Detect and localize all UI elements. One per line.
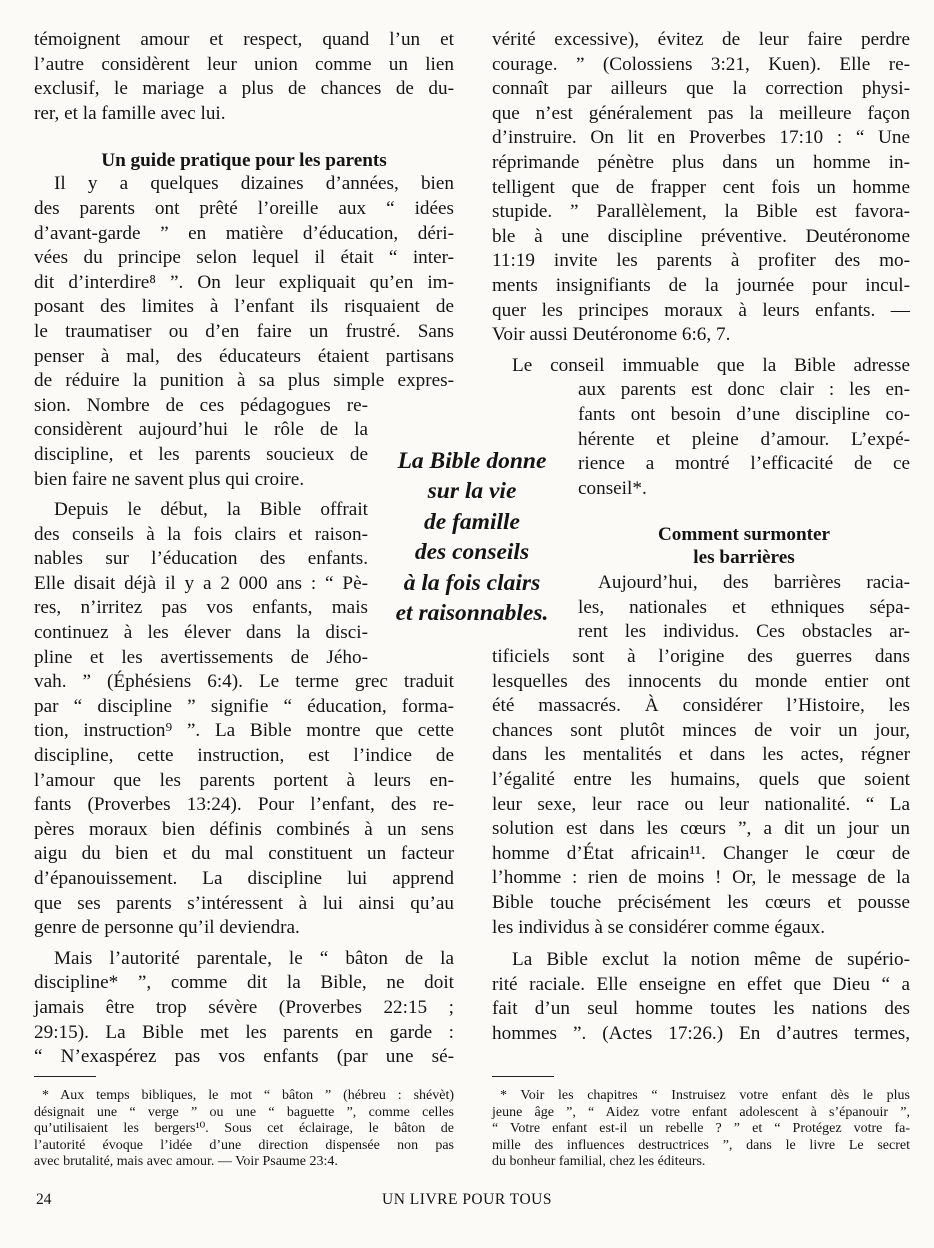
text-line: rité raciale. Elle enseigne en effet que Dieu “ a bbox=[492, 973, 910, 995]
text-line: témoignent amour et respect, quand l’un et bbox=[34, 29, 454, 50]
text-line: les, nationales et ethniques sépa- bbox=[578, 596, 910, 618]
text-line: discipline, cette instruction, est l’indice de bbox=[34, 745, 454, 767]
text-line: nables sur l’éducation des enfants. bbox=[34, 548, 368, 570]
text-line: bien faire ne savent plus qui croire. bbox=[34, 468, 305, 490]
text-line: l’égalité entre les humains, quels que soient bbox=[492, 769, 910, 791]
text-line: 11:19 invite les parents à profiter des mo- bbox=[492, 250, 910, 272]
text-line: telligent que de frapper cent fois un homme bbox=[492, 176, 910, 198]
text-line: que ses parents s’intéressent à lui ainsi qu’au bbox=[34, 892, 454, 914]
text-line: que n’est généralement pas la meilleure façon bbox=[492, 102, 910, 124]
text-line: 29:15). La Bible met les parents en garde : bbox=[34, 1021, 454, 1043]
text-line: hérente et pleine d’amour. L’expé- bbox=[578, 428, 910, 450]
text-line: conseil*. bbox=[578, 477, 647, 499]
section-heading bbox=[492, 523, 910, 569]
text-line: fait d’un seul homme toutes les nations des bbox=[492, 998, 910, 1020]
running-title: UN LIVRE POUR TOUS bbox=[382, 1191, 552, 1208]
text-line: Aujourd’hui, des barrières racia- bbox=[598, 572, 910, 594]
footnote-line: l’autorité évoque l’idée d’une direction dispensée non pas bbox=[34, 1137, 454, 1153]
text-line: réprimande pénètre plus dans un homme in- bbox=[492, 151, 910, 173]
text-line: tion, instruction⁹ ”. La Bible montre que cette bbox=[34, 720, 454, 742]
text-line: par “ discipline ” signifie “ éducation, forma- bbox=[34, 695, 454, 717]
footnote-divider bbox=[492, 1076, 554, 1077]
paragraph bbox=[492, 948, 910, 1046]
text-line: aux parents est donc clair : les en- bbox=[578, 379, 910, 401]
text-line: dit d’interdire⁸ ”. On leur expliquait qu’en im- bbox=[34, 271, 454, 293]
footnote-line: * Voir les chapitres “ Instruisez votre enfant dès le plus bbox=[500, 1088, 910, 1103]
text-line: le traumatiser ou d’en faire un frustré. Sans bbox=[34, 320, 454, 342]
text-line: posant des limites à l’enfant ils risquaient de bbox=[34, 296, 454, 318]
text-line: penser à mal, des éducateurs étaient partisans bbox=[34, 345, 454, 367]
text-line: continuez à les élever dans la disci- bbox=[34, 622, 368, 644]
text-line: fants (Proverbes 13:24). Pour l’enfant, des re- bbox=[34, 794, 454, 816]
text-line: rience a montré l’efficacité de ce bbox=[578, 453, 910, 475]
text-line: res, n’irritez pas vos enfants, mais bbox=[34, 597, 368, 619]
intro-paragraph bbox=[34, 28, 454, 126]
text-line: des conseils à la fois clairs et raison- bbox=[34, 523, 368, 545]
text-line: leur sexe, leur race ou leur nationalité. “ La bbox=[492, 793, 910, 815]
text-line: connaît par ailleurs que la correction physi- bbox=[492, 78, 910, 100]
text-line: l’autre considèrent leur union comme un lien bbox=[34, 53, 454, 75]
text-line: Il y a quelques dizaines d’années, bien bbox=[54, 173, 454, 195]
text-line: les individus à se considérer comme égaux. bbox=[492, 916, 826, 938]
text-line: vah. ” (Éphésiens 6:4). Le terme grec traduit bbox=[34, 671, 454, 693]
text-line: discipline* ”, comme dit la Bible, ne doit bbox=[34, 972, 454, 994]
text-line: rent les individus. Ces obstacles ar- bbox=[578, 621, 910, 643]
text-line: sion. Nombre de ces pédagogues re- bbox=[34, 394, 368, 416]
footnote-line: “ Votre enfant est-il un rebelle ? ” et “ Protégez votre fa- bbox=[492, 1121, 910, 1137]
pull-quote-line: à la fois clairs bbox=[403, 569, 541, 596]
section-heading: Un guide pratique pour les parents bbox=[101, 150, 387, 172]
footnote-line: du bonheur familial, chez les éditeurs. bbox=[492, 1154, 706, 1170]
text-line: l’amour que les parents portent à leurs en- bbox=[34, 769, 454, 791]
pull-quote-line: et raisonnables. bbox=[395, 600, 549, 627]
text-line: chances sont plutôt minces de voir un jour, bbox=[492, 719, 910, 741]
text-line: Elle disait déjà il y a 2 000 ans : “ Pè- bbox=[34, 572, 368, 594]
text-line: l’homme : rien de moins ! Or, le message de la bbox=[492, 867, 910, 889]
section-heading-line: les barrières bbox=[693, 547, 795, 569]
text-line: aigu du bien et du mal constituent un facteur bbox=[34, 843, 454, 865]
page-number: 24 bbox=[36, 1191, 52, 1208]
text-line: exclusif, le mariage a plus de chances de du- bbox=[34, 78, 454, 100]
text-line: stupide. ” Parallèlement, la Bible est favora- bbox=[492, 201, 910, 223]
text-line: pline et les avertissements de Jého- bbox=[34, 646, 368, 668]
pull-quote-line: La Bible donne bbox=[397, 448, 547, 474]
paragraph bbox=[492, 571, 910, 940]
footnote-line: qu’utilisaient les bergers¹⁰. Sous cet éclairage, le bâton de bbox=[34, 1121, 454, 1137]
text-line: tificiels sont à l’origine des guerres dans bbox=[492, 646, 910, 668]
text-line: genre de personne qu’il deviendra. bbox=[34, 917, 300, 939]
paragraph bbox=[492, 354, 910, 502]
text-line: vées du principe selon lequel il était “ inter- bbox=[34, 247, 454, 269]
text-line: Depuis le début, la Bible offrait bbox=[54, 499, 368, 521]
text-line: homme d’État africain¹¹. Changer le cœur de bbox=[492, 842, 910, 864]
text-line: discipline, et les parents soucieux de bbox=[34, 443, 368, 465]
paragraph bbox=[34, 947, 454, 1070]
paragraph bbox=[492, 28, 910, 348]
right-column bbox=[492, 28, 910, 1047]
text-line: quer les principes moraux à leurs enfants. — bbox=[492, 299, 910, 321]
text-line: dans les mentalités et dans les actes, régner bbox=[492, 744, 910, 766]
section-heading-line: Comment surmonter bbox=[657, 524, 831, 546]
footnote-line: * Aux temps bibliques, le mot “ bâton ” (hébreu : shévèt) bbox=[42, 1088, 454, 1103]
text-line: La Bible exclut la notion même de supério- bbox=[512, 949, 910, 971]
pull-quote-line: des conseils bbox=[414, 539, 530, 566]
text-line: “ N’exaspérez pas vos enfants (par une sé- bbox=[34, 1046, 454, 1068]
text-line: Bible touche précisément les cœurs et pousse bbox=[492, 892, 910, 913]
text-line: ble à une discipline préventive. Deutéronome bbox=[492, 225, 910, 247]
text-line: Le conseil immuable que la Bible adresse bbox=[512, 354, 910, 376]
text-line: considèrent aujourd’hui le rôle de la bbox=[34, 419, 368, 441]
text-line: fants ont besoin d’une discipline co- bbox=[578, 403, 910, 425]
footnote-left bbox=[34, 1088, 454, 1171]
footnote-line: avec brutalité, mais avec amour. — Voir Psaume 23:4. bbox=[34, 1154, 338, 1170]
footnote-line: désignait une “ verge ” ou une “ baguette ”, comme celles bbox=[34, 1104, 454, 1120]
text-line: lesquelles des innocents du monde entier ont bbox=[492, 670, 910, 692]
text-line: pères moraux bien définis combinés à un sens bbox=[34, 818, 454, 840]
footnote-line: mille des influences destructrices ”, dans le livre Le secret bbox=[492, 1137, 910, 1153]
text-line: rer, et la famille avec lui. bbox=[34, 102, 226, 124]
text-line: jamais être trop sévère (Proverbes 22:15 ; bbox=[34, 996, 454, 1018]
text-line: Mais l’autorité parentale, le “ bâton de la bbox=[54, 947, 454, 969]
text-line: courage. ” (Colossiens 3:21, Kuen). Elle re- bbox=[492, 53, 910, 75]
footnote-right bbox=[492, 1088, 910, 1171]
text-line: été massacrés. À considérer l’Histoire, les bbox=[492, 695, 910, 717]
text-line: Voir aussi Deutéronome 6:6, 7. bbox=[492, 324, 731, 346]
text-line: ments insignifiants de la journée pour incul- bbox=[492, 274, 910, 296]
paragraph bbox=[34, 172, 454, 492]
footnote-divider bbox=[34, 1076, 96, 1077]
text-line: d’avant-garde ” en matière d’éducation, déri- bbox=[34, 222, 454, 244]
pull-quote-line: sur la vie bbox=[427, 478, 517, 505]
text-line: hommes ”. (Actes 17:26.) En d’autres termes, bbox=[492, 1022, 910, 1044]
text-line: des parents ont prêté l’oreille aux “ idées bbox=[34, 197, 454, 219]
footnote-line: jeune âge ”, “ Aidez votre enfant adolescent à s’épanouir ”, bbox=[492, 1104, 910, 1120]
text-line: solution est dans les cœurs ”, a dit un jour un bbox=[492, 818, 910, 840]
text-line: de réduire la punition à sa plus simple expres- bbox=[34, 370, 454, 392]
text-line: vérité excessive), évitez de leur faire perdre bbox=[492, 29, 910, 50]
text-line: d’épanouissement. La discipline lui apprend bbox=[34, 868, 454, 889]
pull-quote-line: de famille bbox=[424, 508, 520, 535]
text-line: d’instruire. On lit en Proverbes 17:10 : “ Une bbox=[492, 127, 910, 149]
